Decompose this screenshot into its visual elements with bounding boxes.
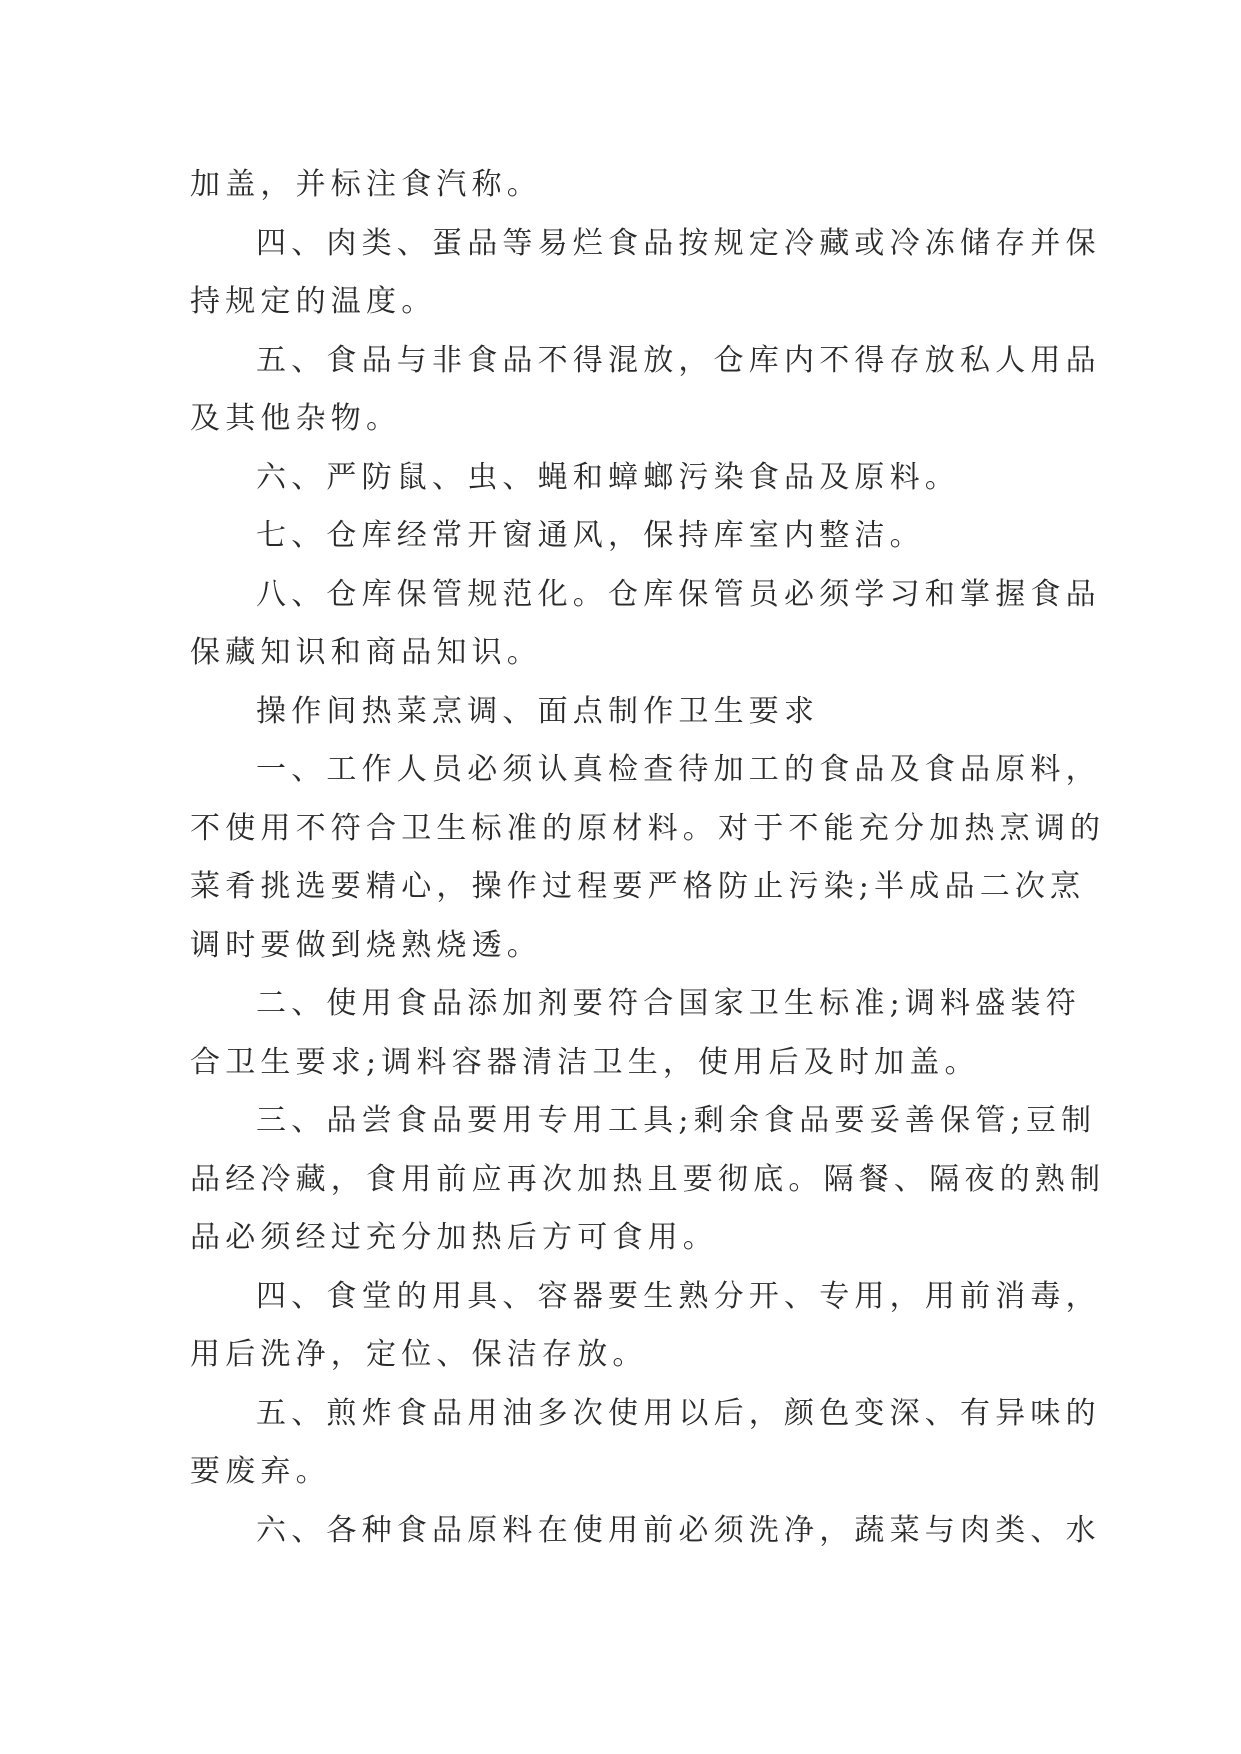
document-line: 五、煎炸食品用油多次使用以后，颜色变深、有异味的 (256, 1395, 1101, 1431)
document-line: 持规定的温度。 (190, 284, 437, 319)
document-line: 调时要做到烧熟烧透。 (190, 927, 542, 963)
document-line: 四、肉类、蛋品等易烂食品按规定冷藏或冷冻储存并保 (256, 225, 1101, 261)
document-line: 加盖，并标注食汽称。 (190, 167, 542, 202)
document-line: 三、品尝食品要用专用工具;剩余食品要妥善保管;豆制 (256, 1103, 1097, 1138)
document-line: 六、各种食品原料在使用前必须洗净，蔬菜与肉类、水 (256, 1512, 1101, 1548)
document-line: 一、工作人员必须认真检查待加工的食品及食品原料， (256, 752, 1101, 787)
document-line: 操作间热菜烹调、面点制作卫生要求 (256, 693, 820, 729)
document-line: 菜肴挑选要精心，操作过程要严格防止污染;半成品二次烹 (190, 869, 1086, 904)
document-line: 用后洗净，定位、保洁存放。 (190, 1337, 648, 1372)
document-line: 六、严防鼠、虫、蝇和蟑螂污染食品及原料。 (256, 459, 960, 495)
document-line: 品经冷藏，食用前应再次加热且要彻底。隔餐、隔夜的熟制 (190, 1161, 1106, 1197)
document-line: 二、使用食品添加剂要符合国家卫生标准;调料盛装符 (256, 986, 1081, 1021)
document-line: 要废弃。 (190, 1454, 331, 1489)
document-line: 不使用不符合卫生标准的原材料。对于不能充分加热烹调的 (190, 810, 1106, 846)
document-line: 五、食品与非食品不得混放，仓库内不得存放私人用品 (256, 342, 1101, 378)
document-line: 品必须经过充分加热后方可食用。 (190, 1220, 718, 1255)
document-line: 合卫生要求;调料容器清洁卫生，使用后及时加盖。 (190, 1044, 980, 1080)
document-body (190, 156, 1106, 1560)
document-line: 七、仓库经常开窗通风，保持库室内整洁。 (256, 518, 925, 553)
document-line: 四、食堂的用具、容器要生熟分开、专用，用前消毒， (256, 1278, 1101, 1314)
document-line: 保藏知识和商品知识。 (190, 635, 542, 670)
document-line: 及其他杂物。 (190, 401, 402, 436)
document-line: 八、仓库保管规范化。仓库保管员必须学习和掌握食品 (256, 576, 1101, 612)
